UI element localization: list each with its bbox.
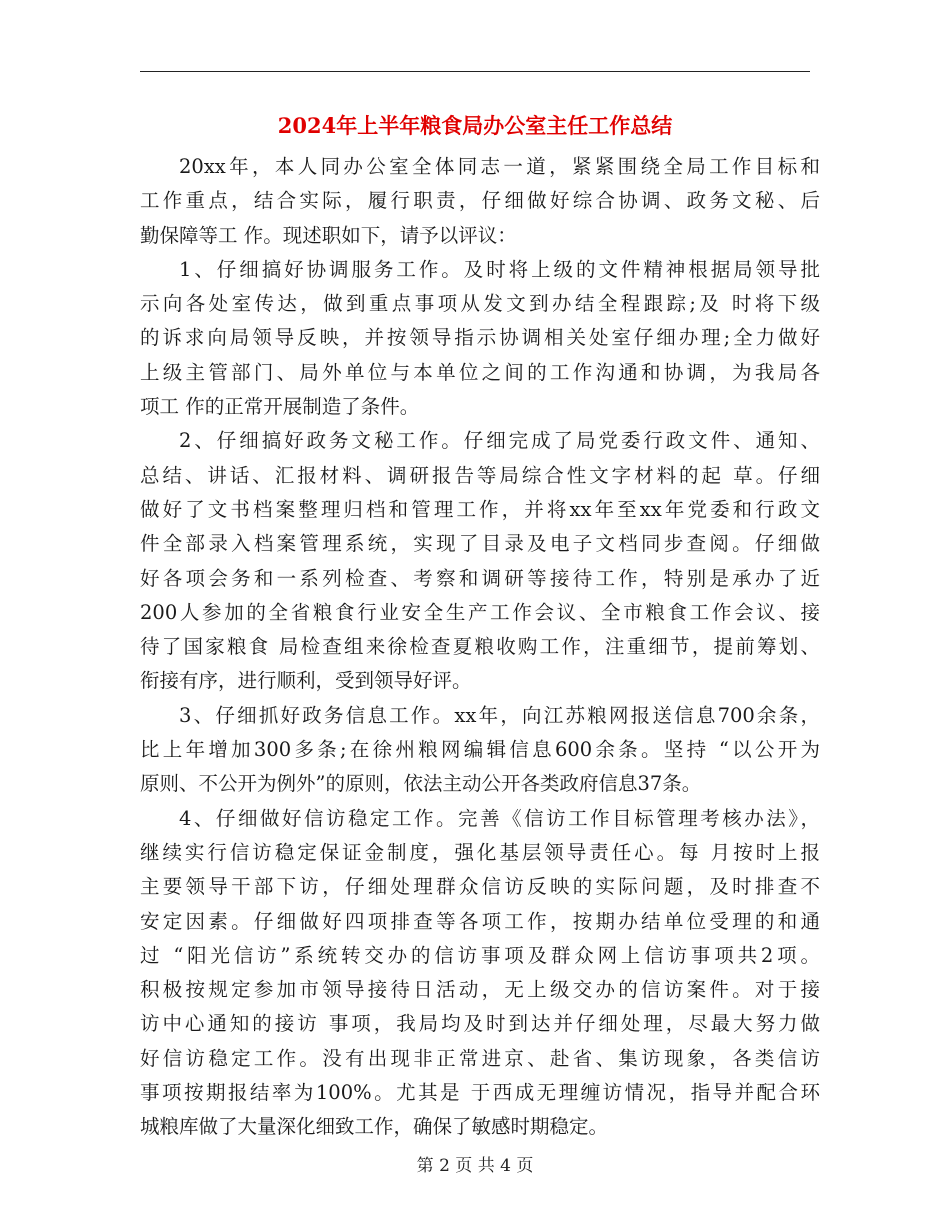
body-line: 勤保障等工 作。现述职如下，请予以评议： xyxy=(140,223,517,247)
body-line: 积极按规定参加市领导接待日活动，无上级交办的信访案件。对于接 xyxy=(140,978,820,1002)
body-line: 3、仔细抓好政务信息工作。xx年，向江苏粮网报送信息700余条， xyxy=(179,703,820,727)
body-line: 继续实行信访稳定保证金制度，强化基层领导责任心。每 月按时上报 xyxy=(140,840,820,864)
body-line: 待了国家粮食 局检查组来徐检查夏粮收购工作，注重细节，提前筹划、 xyxy=(140,635,820,659)
body-line: 做好了文书档案整理归档和管理工作，并将xx年至xx年党委和行政文 xyxy=(140,497,820,521)
body-line: 好各项会务和一系列检查、考察和调研等接待工作，特别是承办了近 xyxy=(140,566,820,590)
header-rule xyxy=(140,71,810,72)
body-line: 件全部录入档案管理系统，实现了目录及电子文档同步查阅。仔细做 xyxy=(140,532,820,556)
body-line: 城粮库做了大量深化细致工作，确保了敏感时期稳定。 xyxy=(140,1115,609,1139)
body-line: 衔接有序，进行顺利，受到领导好评。 xyxy=(140,669,472,693)
body-line: 总结、讲话、汇报材料、调研报告等局综合性文字材料的起 草。仔细 xyxy=(140,463,820,487)
body-line: 示向各处室传达，做到重点事项从发文到办结全程跟踪;及 时将下级 xyxy=(140,292,820,316)
body-line: 原则、不公开为例外”的原则，依法主动公开各类政府信息37条。 xyxy=(140,772,702,796)
body-line: 1、仔细搞好协调服务工作。及时将上级的文件精神根据局领导批 xyxy=(179,257,820,281)
body-line: 访中心通知的接访 事项，我局均及时到达并仔细处理，尽最大努力做 xyxy=(140,1012,820,1036)
body-line: 好信访稳定工作。没有出现非正常进京、赴省、集访现象，各类信访 xyxy=(140,1046,820,1070)
body-line: 安定因素。仔细做好四项排查等各项工作，按期办结单位受理的和通 xyxy=(140,909,820,933)
body-line: 比上年增加300多条;在徐州粮网编辑信息600余条。坚持 “以公开为 xyxy=(140,738,820,762)
body-line: 的诉求向局领导反映，并按领导指示协调相关处室仔细办理;全力做好 xyxy=(140,326,820,350)
document-title: 2024年上半年粮食局办公室主任工作总结 xyxy=(277,113,673,138)
document-body xyxy=(140,150,820,1145)
body-line: 20xx年，本人同办公室全体同志一道，紧紧围绕全局工作目标和 xyxy=(179,155,820,178)
body-line: 工作重点，结合实际，履行职责，仔细做好综合协调、政务文秘、后 xyxy=(140,189,820,213)
body-line: 项工 作的正常开展制造了条件。 xyxy=(140,395,420,419)
body-line: 事项按期报结率为100%。尤其是 于西成无理缠访情况，指导并配合环 xyxy=(140,1081,820,1105)
body-line: 主要领导干部下访，仔细处理群众信访反映的实际问题，及时排查不 xyxy=(140,875,820,899)
body-line: 上级主管部门、局外单位与本单位之间的工作沟通和协调，为我局各 xyxy=(140,360,820,384)
body-line: 过 “阳光信访”系统转交办的信访事项及群众网上信访事项共2项。 xyxy=(140,943,820,967)
page-number: 第 2 页 共 4 页 xyxy=(416,1156,534,1176)
body-line: 4、仔细做好信访稳定工作。完善《信访工作目标管理考核办法》， xyxy=(179,806,820,830)
body-line: 2、仔细搞好政务文秘工作。仔细完成了局党委行政文件、通知、 xyxy=(179,429,820,453)
body-line: 200人参加的全省粮食行业安全生产工作会议、全市粮食工作会议、接 xyxy=(140,600,820,624)
